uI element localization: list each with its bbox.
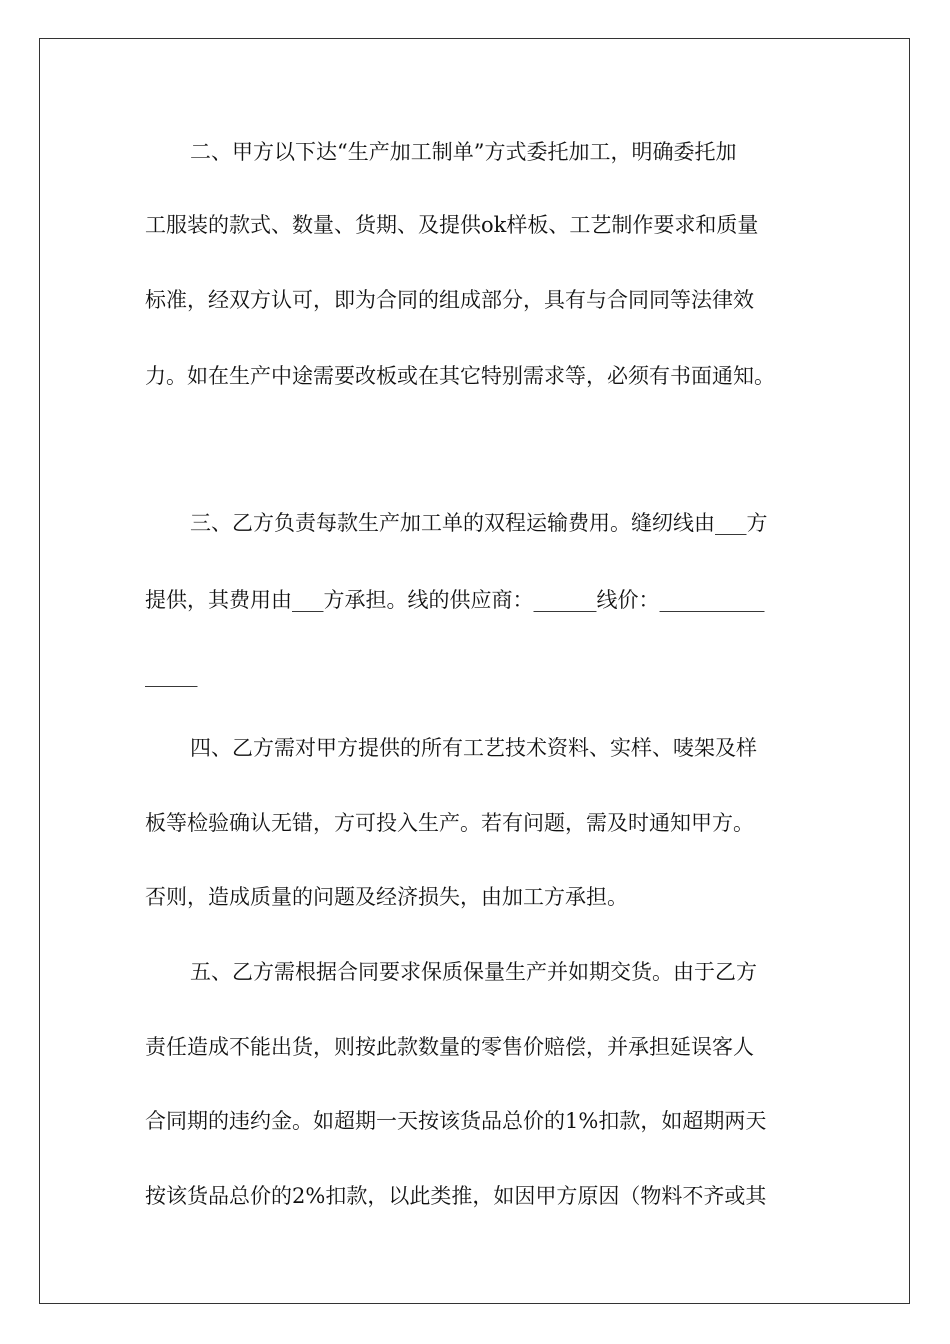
clause-3-line-3: _____ [145, 663, 198, 687]
clause-4-line-3: 否则，造成质量的问题及经济损失，由加工方承担。 [145, 885, 628, 909]
clause-3-line-1: 三、乙方负责每款生产加工单的双程运输费用。缝纫线由___方 [190, 511, 768, 535]
clause-3-line-2: 提供，其费用由___方承担。线的供应商：______线价：__________ [145, 588, 765, 612]
clause-4-line-2: 板等检验确认无错，方可投入生产。若有问题，需及时通知甲方。 [145, 811, 754, 835]
clause-2-line-3: 标准，经双方认可，即为合同的组成部分，具有与合同同等法律效 [145, 288, 754, 312]
clause-5-line-4: 按该货品总价的2%扣款，以此类推，如因甲方原因（物料不齐或其 [145, 1184, 767, 1208]
clause-5-line-3: 合同期的违约金。如超期一天按该货品总价的1%扣款，如超期两天 [145, 1109, 767, 1133]
clause-5-line-2: 责任造成不能出货，则按此款数量的零售价赔偿，并承担延误客人 [145, 1035, 754, 1059]
clause-4-line-1: 四、乙方需对甲方提供的所有工艺技术资料、实样、唛架及样 [190, 736, 757, 760]
clause-2-line-2: 工服装的款式、数量、货期、及提供ok样板、工艺制作要求和质量 [145, 213, 759, 237]
clause-5-line-1: 五、乙方需根据合同要求保质保量生产并如期交货。由于乙方 [190, 960, 757, 984]
clause-2-line-1: 二、甲方以下达“生产加工制单”方式委托加工，明确委托加 [190, 140, 737, 164]
clause-2-line-4: 力。如在生产中途需要改板或在其它特别需求等，必须有书面通知。 [145, 364, 775, 388]
